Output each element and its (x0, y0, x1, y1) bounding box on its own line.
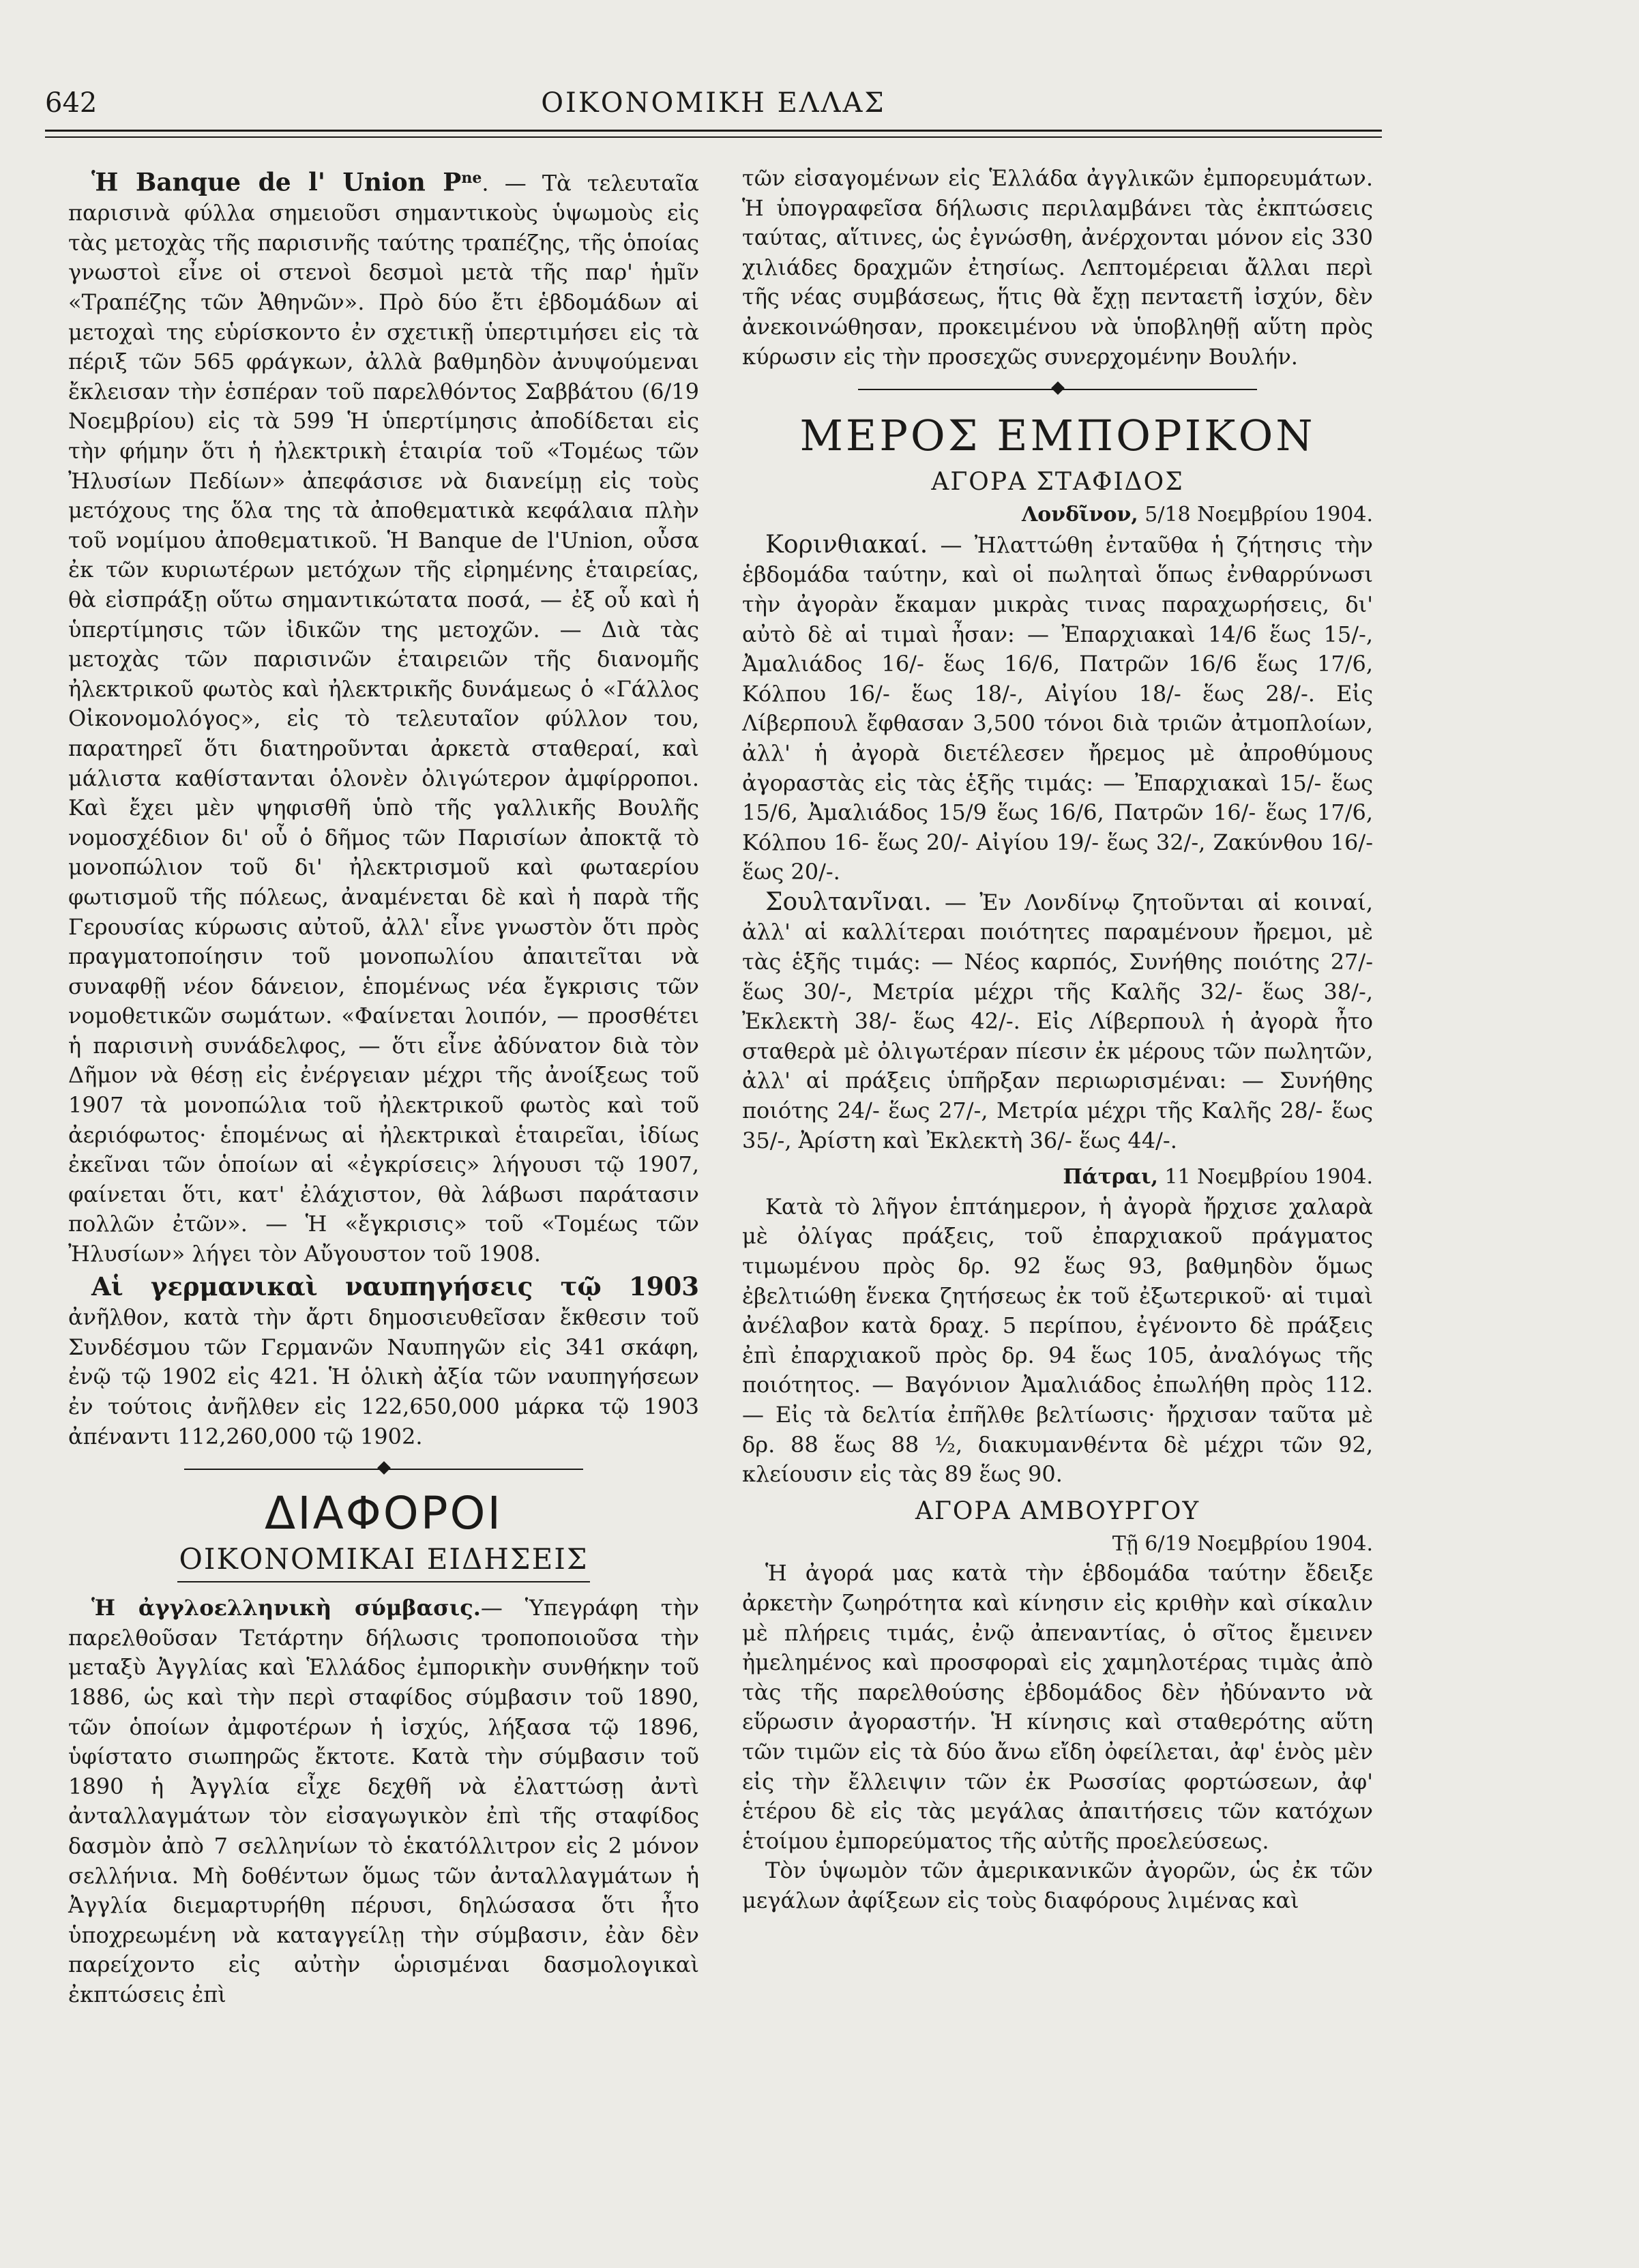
market-title-currants: ΑΓΟΡΑ ΣΤΑΦΙΔΟΣ (931, 468, 1184, 497)
report-sultanas (742, 887, 1373, 1155)
article-lead: Αἱ γερμανικαὶ ναυπηγήσεις τῷ 1903 (91, 1271, 699, 1301)
dateline-city: Λονδῖνον, (1022, 503, 1138, 527)
article-german-shipbuilding (68, 1272, 699, 1452)
report-lead: Κορινθιακαί. (765, 530, 928, 559)
report-lead: Σουλτανῖναι. (765, 887, 932, 916)
article-continuation: τῶν εἰσαγομένων εἰς Ἑλλάδα ἀγγλικῶν ἐμπορευμάτων. Ἡ ὑπογραφεῖσα δήλωσις περιλαμβάνει τὰς ἐκπτώσεις ταύτας, αἵτινες, ὡς ἐγνώσθη, ἀνέρχονται μόνον εἰς 330 χιλιάδες δραχμῶν ἐτησίως. Λεπτομέρειαι ἄλλαι περὶ τῆς νέας συμβάσεως, ἥτις θὰ ἔχῃ πενταετῆ ἰσχύν, δὲν ἀνεκοινώθησαν, προκειμένου νὰ ὑποβληθῇ αὕτη πρὸς κύρωσιν εἰς τὴν προσεχῶς συνερχομένην Βουλήν. (742, 165, 1373, 370)
superscript: ne (461, 169, 482, 187)
header-rule (45, 130, 1382, 132)
dateline-date: 5/18 Νοεμβρίου 1904. (1138, 503, 1373, 527)
article-body: — Ὑπεγράφη τὴν παρελθοῦσαν Τετάρτην δήλωσις τροποποιοῦσα τὴν μεταξὺ Ἀγγλίας καὶ Ἑλλάδος ἐμπορικὴν συνθήκην τοῦ 1886, ὡς καὶ τὴν περὶ σταφίδος σύμβασιν τοῦ 1890, τῶν ὁποίων ἀμφοτέρων ἡ ἰσχύς, λήξασα τῷ 1896, ὑφίστατο σιωπηρῶς ἔκτοτε. Κατὰ τὴν σύμβασιν τοῦ 1890 ἡ Ἀγγλία εἶχε δεχθῆ νὰ ἐλαττώσῃ ἀντὶ ἀνταλλαγμάτων τὸν εἰσαγωγικὸν ἐπὶ τῆς σταφίδος δασμὸν ἀπὸ 7 σελληνίων τὸ ἑκατόλλιτρον εἰς 2 μόνον σελλήνια. Μὴ δοθέντων ὅμως τῶν ἀνταλλαγμάτων ἡ Ἀγγλία διεμαρτυρήθη πέρυσι, δηλώσασα ὅτι ἦτο ὑποχρεωμένη νὰ καταγγείλῃ τὴν σύμβασιν, ἐὰν δὲν παρείχοντο εἰς αὐτὴν ὡρισμέναι δασμολογικαὶ ἐκπτώσεις ἐπὶ (68, 1595, 699, 2007)
dateline-city: Πάτραι, (1063, 1165, 1158, 1190)
article-body: . — Τὰ τελευταῖα παρισινὰ φύλλα σημειοῦσι σημαντικοὺς ὑψωμοὺς εἰς τὰς μετοχὰς τῆς παρισινῆς ταύτης τραπέζης, τῆς ὁποίας γνωστοὶ εἶνε οἱ στενοὶ δεσμοὶ μετὰ τῆς παρ' ἡμῖν «Τραπέζης τῶν Ἀθηνῶν». Πρὸ δύο ἔτι ἑβδομάδων αἱ μετοχαὶ της εὑρίσκοντο ἐν σχετικῇ ὑπερτιμήσει εἰς τὰ πέριξ τῶν 565 φράγκων, ἀλλὰ βαθμηδὸν ἀνυψούμεναι ἔκλεισαν τὴν ἑσπέραν τοῦ παρελθόντος Σαββάτου (6/19 Νοεμβρίου) εἰς τὰ 599 Ἡ ὑπερτίμησις ἀποδίδεται εἰς τὴν φήμην ὅτι ἡ ἠλεκτρικὴ ἑταιρία τοῦ «Τομέως τῶν Ἠλυσίων Πεδίων» ἀπεφάσισε νὰ διανείμῃ εἰς τοὺς μετόχους της ὅλα της τὰ ἀποθεματικὰ κεφάλαια πλὴν τοῦ νομίμου ἀποθεματικοῦ. Ἡ Banque de l'Union, οὖσα ἐκ τῶν κυριωτέρων μετόχων τῆς εἰρημένης ἑταιρείας, θὰ εἰσπράξῃ οὕτω σημαντικώτατα ποσά, — ἐξ οὗ καὶ ἡ ὑπερτίμησις τῶν ἰδικῶν της μετοχῶν. — Διὰ τὰς μετοχὰς τῶν παρισινῶν ἑταιρειῶν τῆς διανομῆς ἠλεκτρικοῦ φωτὸς καὶ ἠλεκτρικῆς δυνάμεως ὁ «Γάλλος Οἰκονομολόγος», εἰς τὸ τελευταῖον φύλλον του, παρατηρεῖ ὅτι διατηροῦνται ἀρκετὰ σταθεραί, καὶ μάλιστα καθίστανται ὁλονὲν ὀλιγώτερον ἀμφίρροποι. Καὶ ἔχει μὲν ψηφισθῆ ὑπὸ τῆς γαλλικῆς Βουλῆς νομοσχέδιον δι' οὗ ὁ δῆμος τῶν Παρισίων ἀποκτᾷ τὸ μονοπώλιον τοῦ δι' ἠλεκτρισμοῦ καὶ φωταερίου φωτισμοῦ τῆς πόλεως, ἀναμένεται δὲ καὶ ἡ παρὰ τῆς Γερουσίας κύρωσις αὐτοῦ, ἀλλ' εἶνε γνωστὸν ὅτι πρὸς πραγματοποίησιν τοῦ μονοπωλίου ἀπαιτεῖται νὰ συναφθῇ νέον δάνειον, ἑπομένως νέα ἔγκρισις τῶν νομοθετικῶν σωμάτων. «Φαίνεται λοιπόν, — προσθέτει ἡ παρισινὴ συνάδελφος, — ὅτι εἶνε ἀδύνατον διὰ τὸν Δῆμον νὰ θέσῃ εἰς ἐνέργειαν μέχρι τῆς ἀνοίξεως τοῦ 1907 τὰ μονοπώλια τοῦ ἠλεκτρικοῦ φωτὸς καὶ τοῦ ἀεριόφωτος· ἑπομένως αἱ ἠλεκτρικαὶ ἑταιρεῖαι, ἰδίως ἐκεῖναι τῶν ὁποίων αἱ «ἐγκρίσεις» λήγουσι τῷ 1907, φαίνεται ὅτι, κατ' ἐλάχιστον, θὰ λάβωσι παράτασιν πολλῶν ἐτῶν». — Ἡ «ἔγκρισις» τοῦ «Τομέως τῶν Ἠλυσίων» λήγει τὸν Αὔγουστον τοῦ 1908. (68, 170, 699, 1267)
market-title-hamburg: ΑΓΟΡΑ ΑΜΒΟΥΡΓΟΥ (915, 1497, 1200, 1525)
dateline-hamburg: Τῇ 6/19 Νοεμβρίου 1904. (1112, 1531, 1373, 1556)
article-lead: Ἡ Banque de l' Union P (91, 168, 462, 197)
section-separator (68, 1452, 699, 1487)
header-rule-thin (45, 136, 1382, 138)
article-banque-union (68, 164, 699, 1269)
section-title-diaforoi: ΔΙΑΦΟΡΟΙ (265, 1487, 503, 1540)
section-separator (742, 372, 1373, 407)
article-body: ἀνῆλθον, κατὰ τὴν ἄρτι δημοσιευθεῖσαν ἔκθεσιν τοῦ Συνδέσμου τῶν Γερμανῶν Ναυπηγῶν εἰς 341 σκάφη, ἐνῷ τῷ 1902 εἰς 421. Ἡ ὁλικὴ ἀξία τῶν ναυπηγήσεων ἐν τούτοις ἀνῆλθεν εἰς 122,650,000 μάρκα τῷ 1903 ἀπέναντι 112,260,000 τῷ 1902. (68, 1304, 699, 1449)
report-patras: Κατὰ τὸ λῆγον ἑπτάημερον, ἡ ἀγορὰ ἤρχισε χαλαρὰ μὲ ὀλίγας πράξεις, τοῦ ἐπαρχιακοῦ πράγματος τιμωμένου πρὸς δρ. 92 ἕως 93, βαθμηδὸν ὅμως ἐβελτιώθη ἕνεκα ζητήσεως ἐκ τοῦ ἐξωτερικοῦ· αἱ τιμαὶ ἀνέλαβον κατὰ δραχ. 5 περίπου, ἐγένοντο δὲ πράξεις ἐπὶ ἐπαρχιακοῦ πρὸς δρ. 94 ἕως 105, ἀναλόγως τῆς ποιότητος. — Βαγόνιον Ἀμαλιάδος ἐπωλήθη πρὸς 112. — Εἰς τὰ δελτία ἐπῆλθε βελτίωσις· ἤρχισαν ταῦτα μὲ δρ. 88 ἕως 88 ½, διακυμανθέντα δὲ μέχρι τῶν 92, κλείουσιν εἰς τὰς 89 ἕως 90. (742, 1193, 1373, 1488)
report-body: — Ἐν Λονδίνῳ ζητοῦνται αἱ κοιναί, ἀλλ' αἱ καλλίτεραι ποιότητες παραμένουν ἤρεμοι, μὲ τὰς ἑξῆς τιμάς: — Νέος καρπός, Συνήθης ποιότης 27/- ἕως 30/-, Μετρία μέχρι τῆς Καλῆς 32/- ἕως 38/-, Ἐκλεκτὴ 38/- ἕως 42/-. Εἰς Λίβερπουλ ἡ ἀγορὰ ἦτο σταθερὰ μὲ ὀλιγωτέραν πίεσιν ἐκ μέρους τῶν πωλητῶν, ἀλλ' αἱ πράξεις ὑπῆρξαν περιωρισμέναι: — Συνήθης ποιότης 24/- ἕως 27/-, Μετρία μέχρι τῆς Καλῆς 28/- ἕως 35/-, Ἀρίστη καὶ Ἐκλεκτὴ 36/- ἕως 44/-. (742, 889, 1373, 1153)
report-body: — Ἠλαττώθη ἐνταῦθα ἡ ζήτησις τὴν ἑβδομάδα ταύτην, καὶ οἱ πωληταὶ ὅπως ἐνθαρρύνωσι τὴν ἀγορὰν ἔκαμαν μικρὰς τινας παραχωρήσεις, δι' αὐτὸ δὲ αἱ τιμαὶ ἦσαν: — Ἐπαρχιακαὶ 14/6 ἕως 15/-, Ἀμαλιάδος 16/- ἕως 16/6, Πατρῶν 16/6 ἕως 17/6, Κόλπου 16/- ἕως 18/-, Αἰγίου 18/- ἕως 28/-. Εἰς Λίβερπουλ ἔφθασαν 3,500 τόνοι διὰ τριῶν ἀτμοπλοίων, ἀλλ' ἡ ἀγορὰ διετέλεσεν ἤρεμος μὲ ἀπροθύμους ἀγοραστὰς εἰς τὰς ἑξῆς τιμάς: — Ἐπαρχιακαὶ 15/- ἕως 15/6, Ἀμαλιάδος 15/9 ἕως 16/6, Πατρῶν 16/- ἕως 17/6, Κόλπου 16- ἕως 20/- Αἰγίου 19/- ἕως 32/-, Ζακύνθου 16/- ἕως 20/-. (742, 531, 1373, 885)
dateline-date: 11 Νοεμβρίου 1904. (1157, 1165, 1373, 1190)
dateline-london (742, 500, 1373, 530)
left-column (68, 164, 699, 2010)
subtitle-rule (177, 1581, 590, 1582)
article-lead: Ἡ ἀγγλοελληνικὴ σύμβασις. (91, 1595, 481, 1621)
diamond-ornament-icon (377, 1461, 391, 1475)
running-title: ΟΙΚΟΝΟΜΙΚΗ ΕΛΛΑΣ (541, 87, 886, 119)
report-corinthian (742, 530, 1373, 887)
dateline-patras (742, 1162, 1373, 1192)
page-number: 642 (45, 87, 98, 119)
section-title-commercial: ΜΕΡΟΣ ΕΜΠΟΡΙΚΟΝ (799, 411, 1316, 461)
diamond-ornament-icon (1051, 381, 1065, 395)
report-hamburg-continued: Τὸν ὑψωμὸν τῶν ἀμερικανικῶν ἀγορῶν, ὡς ἐκ τῶν μεγάλων ἀφίξεων εἰς τοὺς διαφόρους λιμένας καὶ (742, 1857, 1373, 1913)
article-anglo-greek-treaty (68, 1593, 699, 2009)
section-subtitle: ΟΙΚΟΝΟΜΙΚΑΙ ΕΙΔΗΣΕΙΣ (179, 1542, 589, 1576)
right-column (742, 164, 1373, 1915)
report-hamburg: Ἡ ἀγορά μας κατὰ τὴν ἑβδομάδα ταύτην ἔδειξε ἀρκετὴν ζωηρότητα καὶ κίνησιν εἰς κριθὴν καὶ σίκαλιν μὲ πλήρεις τιμάς, ἐνῷ ἀπεναντίας, ὁ σῖτος ἔμεινεν ἠμελημένος καὶ προσφοραὶ εἰς χαμηλοτέρας τιμὰς ἀπὸ τὰς τῆς παρελθούσης ἑβδομάδος δὲν ἠδύναντο νὰ εὕρωσιν ἀγοραστήν. Ἡ κίνησις καὶ σταθερότης αὕτη τῶν τιμῶν εἰς τὰ δύο ἄνω εἴδη ὀφείλεται, ἀφ' ἑνὸς μὲν εἰς τὴν ἔλλειψιν τῶν ἐκ Ρωσσίας φορτώσεων, ἀφ' ἑτέρου δὲ εἰς τὰς μεγάλας ἀπαιτήσεις τῶν κατόχων ἑτοίμου ἐμπορεύματος τῆς αὐτῆς προελεύσεως. (742, 1560, 1373, 1854)
page-header (45, 87, 1382, 130)
